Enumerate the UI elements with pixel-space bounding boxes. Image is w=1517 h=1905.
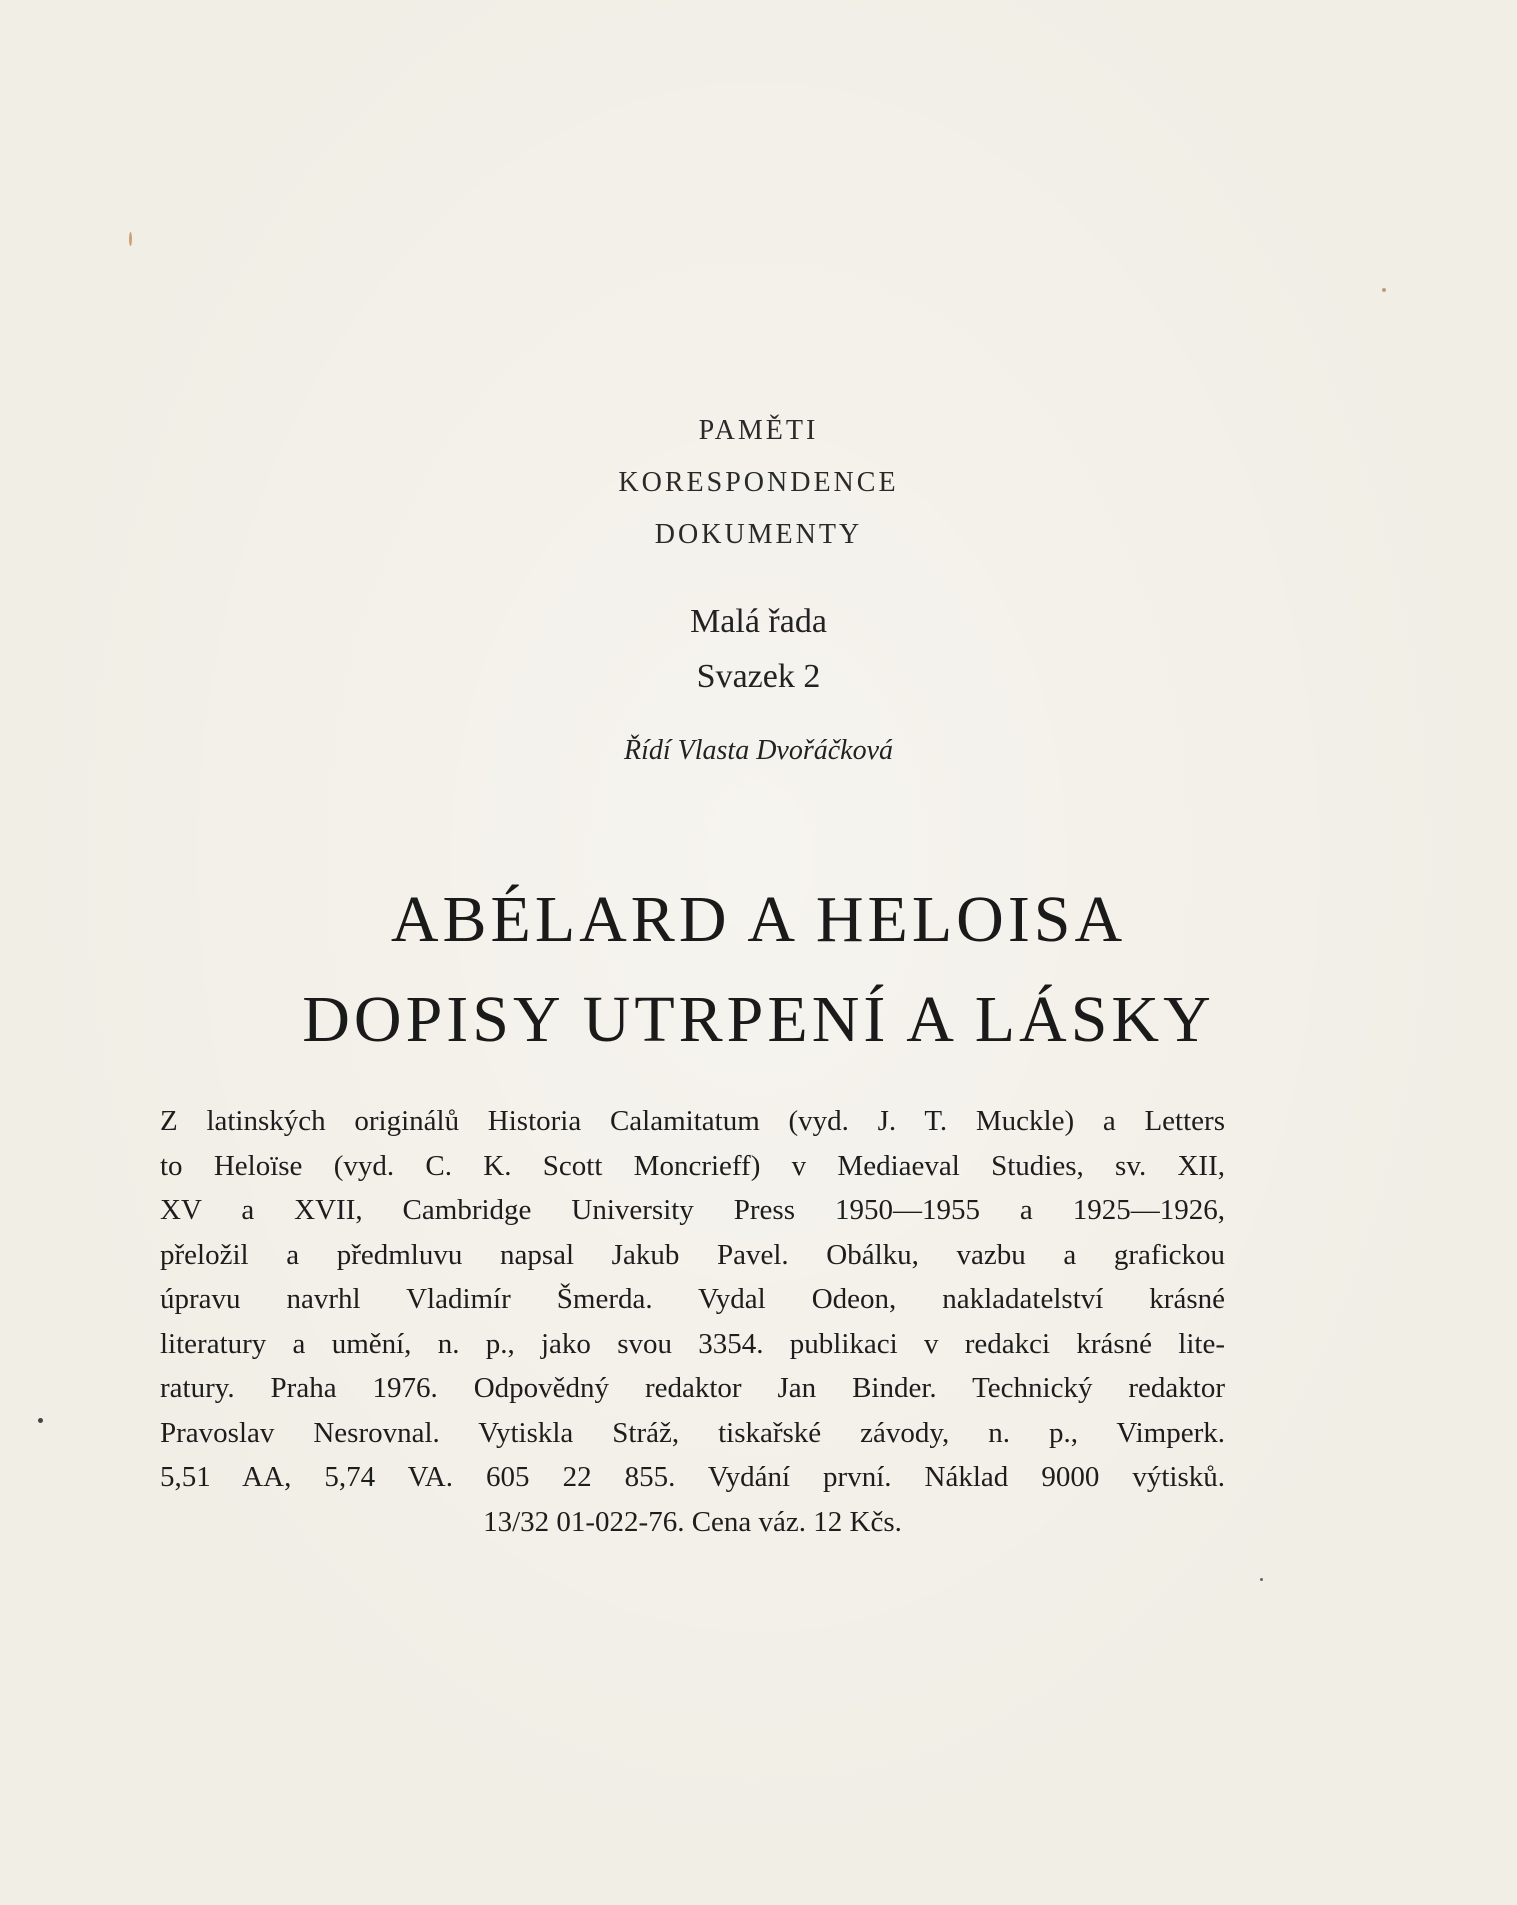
imprint-line: přeložil a předmluvu napsal Jakub Pavel. Obálku, vazbu a grafickou [160,1238,1225,1271]
paper-speck [129,232,132,246]
imprint-line: literatury a umění, n. p., jako svou 3354. publikaci v redakci krásné lite- [160,1327,1225,1360]
series-editor: Řídí Vlasta Dvořáčková [623,735,894,766]
subseries-name: Malá řada [690,603,827,640]
paper-speck [38,1418,43,1423]
paper-speck [1382,288,1386,292]
book-title-line-2: DOPISY UTRPENÍ A LÁSKY [302,983,1215,1056]
imprint-line: ratury. Praha 1976. Odpovědný redaktor Jan Binder. Technický redaktor [160,1372,1225,1404]
volume-number: Svazek 2 [696,658,821,695]
series-line-1: PAMĚTI [698,415,819,446]
series-line-3: DOKUMENTY [654,519,863,550]
imprint-line: úpravu navrhl Vladimír Šmerda. Vydal Odeon, nakladatelství krásné [160,1283,1225,1315]
imprint-line: 5,51 AA, 5,74 VA. 605 22 855. Vydání první. Náklad 9000 výtisků. [160,1461,1225,1493]
series-heading [0,405,1517,561]
paper-speck [1260,1578,1263,1581]
subseries-block [0,594,1517,704]
imprint-paragraph [160,1099,1225,1544]
book-title [0,870,1517,1070]
imprint-line: Z latinských originálů Historia Calamitatum (vyd. J. T. Muckle) a Letters [160,1105,1225,1137]
series-line-2: KORESPONDENCE [618,467,899,498]
imprint-line: to Heloïse (vyd. C. K. Scott Moncrieff) v Mediaeval Studies, sv. XII, [160,1149,1225,1182]
book-title-line-1: ABÉLARD A HELOISA [390,883,1127,956]
imprint-line: XV a XVII, Cambridge University Press 1950—1955 a 1925—1926, [160,1194,1225,1226]
imprint-line: 13/32 01-022-76. Cena váz. 12 Kčs. [483,1505,902,1538]
imprint-line: Pravoslav Nesrovnal. Vytiskla Stráž, tiskařské závody, n. p., Vimperk. [160,1416,1225,1449]
